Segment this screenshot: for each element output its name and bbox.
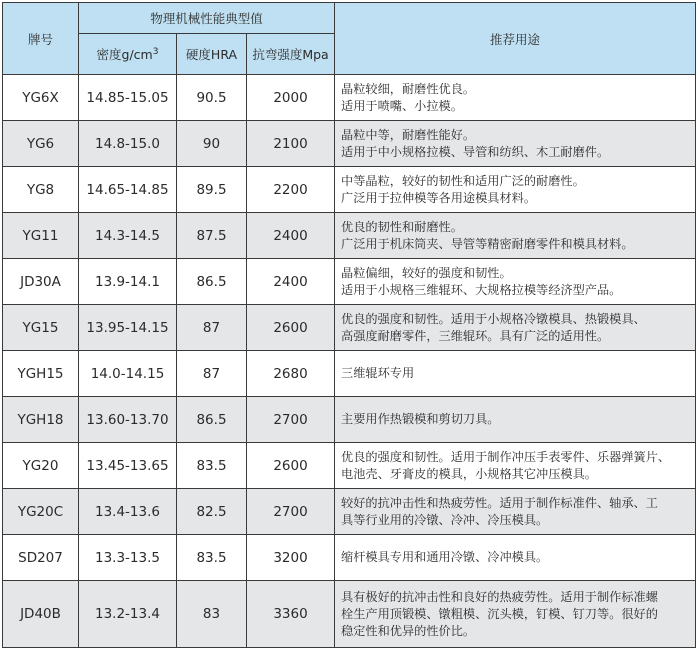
cell-hardness: 83 [177,581,247,648]
header-properties-group: 物理机械性能典型值 [79,3,335,34]
cell-density: 14.0-14.15 [79,351,177,397]
cell-density: 14.3-14.5 [79,213,177,259]
cell-grade: SD207 [3,535,79,581]
cell-density: 14.85-15.05 [79,75,177,121]
table-row [3,397,696,443]
table-row [3,443,696,489]
table-row [3,305,696,351]
cell-usage: 晶粒较细，耐磨性优良。 适用于喷嘴、小拉模。 [335,75,696,121]
cell-density: 13.4-13.6 [79,489,177,535]
cell-hardness: 90.5 [177,75,247,121]
cell-usage: 优良的强度和韧性。适用于小规格冷镦模具、热锻模具、 高强度耐磨零件，三维辊环。具有广泛的适用性。 [335,305,696,351]
header-grade: 牌号 [3,3,79,75]
cell-usage: 缩杆模具专用和通用冷镦、冷冲模具。 [335,535,696,581]
cell-usage: 优良的韧性和耐磨性。 广泛用于机床筒夹、导管等精密耐磨零件和模具材料。 [335,213,696,259]
table-row [3,167,696,213]
cell-strength: 2600 [247,443,335,489]
header-usage: 推荐用途 [335,3,696,75]
cell-grade: YG20C [3,489,79,535]
cell-usage: 晶粒中等，耐磨性能好。 适用于中小规格拉模、导管和纺织、木工耐磨件。 [335,121,696,167]
cell-density: 13.2-13.4 [79,581,177,648]
cell-hardness: 87 [177,305,247,351]
cell-strength: 2200 [247,167,335,213]
cell-strength: 2400 [247,213,335,259]
cell-grade: JD30A [3,259,79,305]
cell-usage: 晶粒偏细，较好的强度和韧性。 适用于小规格三维辊环、大规格拉模等经济型产品。 [335,259,696,305]
table-row [3,581,696,648]
header-density: 密度$g/cm^3$ [79,34,177,75]
table-row [3,259,696,305]
cell-usage: 主要用作热锻模和剪切刀具。 [335,397,696,443]
header-hardness: 硬度HRA [177,34,247,75]
cell-grade: YG6X [3,75,79,121]
table-row [3,489,696,535]
cell-strength: 2700 [247,397,335,443]
cell-hardness: 87.5 [177,213,247,259]
cell-usage: 三维辊环专用 [335,351,696,397]
cell-strength: 2000 [247,75,335,121]
cell-usage: 具有极好的抗冲击性和良好的热疲劳性。适用于制作标准螺 栓生产用顶锻模、镦粗模、沉头模，钉模、钉刀等。很好的 稳定性和优异的性价比。 [335,581,696,648]
cell-density: 13.9-14.1 [79,259,177,305]
cell-density: 13.95-14.15 [79,305,177,351]
table-row [3,351,696,397]
cell-strength: 2600 [247,305,335,351]
cell-hardness: 87 [177,351,247,397]
cell-hardness: 83.5 [177,443,247,489]
cell-density: 13.45-13.65 [79,443,177,489]
cell-grade: YG8 [3,167,79,213]
cell-hardness: 82.5 [177,489,247,535]
cell-grade: YG20 [3,443,79,489]
cell-grade: JD40B [3,581,79,648]
cell-density: 14.8-15.0 [79,121,177,167]
cell-strength: 2100 [247,121,335,167]
cell-strength: 3200 [247,535,335,581]
table-row [3,535,696,581]
table-row [3,121,696,167]
cell-density: 13.60-13.70 [79,397,177,443]
cell-usage: 优良的强度和韧性。适用于制作冲压手表零件、乐器弹簧片、 电池壳、牙膏皮的模具，小规格其它冲压模具。 [335,443,696,489]
cell-grade: YG15 [3,305,79,351]
cell-strength: 3360 [247,581,335,648]
cell-strength: 2700 [247,489,335,535]
cell-hardness: 86.5 [177,397,247,443]
cell-grade: YGH15 [3,351,79,397]
cell-hardness: 90 [177,121,247,167]
carbide-grades-table [2,2,696,648]
cell-density: 13.3-13.5 [79,535,177,581]
cell-hardness: 89.5 [177,167,247,213]
cell-grade: YG6 [3,121,79,167]
table-row [3,213,696,259]
cell-usage: 中等晶粒，较好的韧性和适用广泛的耐磨性。 广泛用于拉伸模等各用途模具材料。 [335,167,696,213]
table-row [3,75,696,121]
cell-hardness: 86.5 [177,259,247,305]
cell-hardness: 83.5 [177,535,247,581]
cell-grade: YGH18 [3,397,79,443]
cell-strength: 2680 [247,351,335,397]
cell-strength: 2400 [247,259,335,305]
header-strength: 抗弯强度Mpa [247,34,335,75]
cell-grade: YG11 [3,213,79,259]
cell-density: 14.65-14.85 [79,167,177,213]
cell-usage: 较好的抗冲击性和热疲劳性。适用于制作标准件、轴承、工 具等行业用的冷镦、冷冲、冷压模具。 [335,489,696,535]
